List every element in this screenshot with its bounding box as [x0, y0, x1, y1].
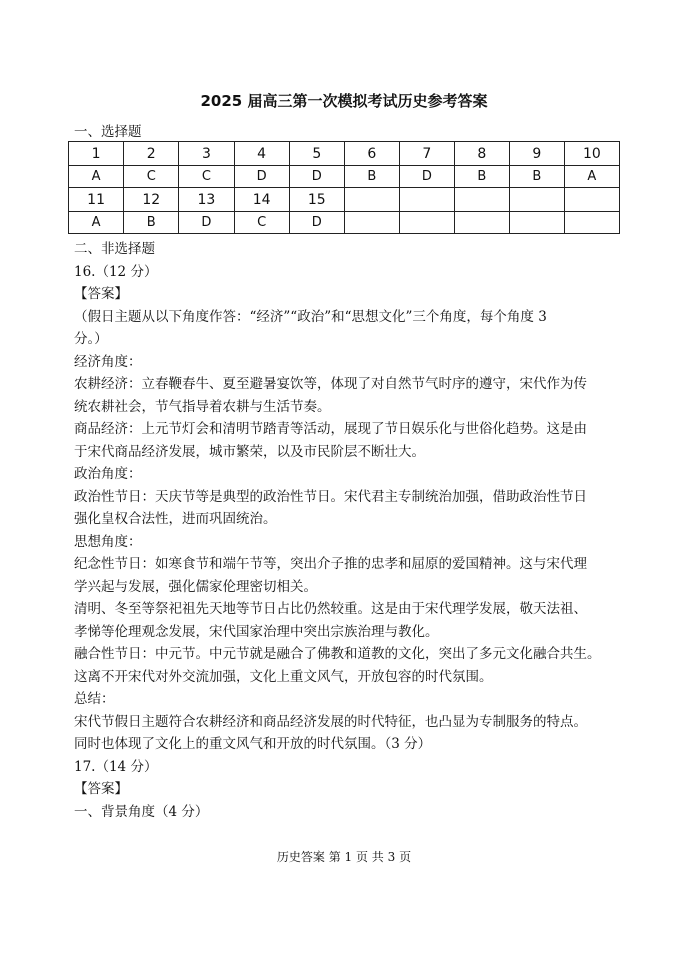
question-number: 3 [179, 142, 234, 166]
table-row [69, 166, 620, 188]
section-heading-nonchoice: 二、非选择题 [74, 241, 155, 257]
answer-cell: D [179, 212, 234, 234]
question-number: 2 [124, 142, 179, 166]
text-line: 融合性节日：中元节。中元节就是融合了佛教和道教的文化，突出了多元文化融合共生。 [74, 646, 601, 662]
subheading: 思想角度： [74, 533, 142, 550]
answer-cell: B [124, 212, 179, 234]
question-number: 11 [69, 188, 124, 212]
text-line: 政治性节日：天庆节等是典型的政治性节日。宋代君主专制统治加强，借助政治性节日 [74, 488, 587, 505]
answer-cell: D [289, 166, 344, 188]
question-number: 5 [289, 142, 344, 166]
answer-cell: C [124, 166, 179, 188]
question-number: 12 [124, 188, 179, 212]
question-number: 7 [399, 142, 454, 166]
question-number [564, 188, 619, 212]
subheading: 政治角度： [74, 466, 142, 482]
answer-cell: D [289, 212, 344, 234]
answer-cell: D [234, 166, 289, 188]
table-row [69, 188, 620, 212]
answer-cell: C [179, 166, 234, 188]
answer-cell: A [69, 212, 124, 234]
text-line: 宋代节假日主题符合农耕经济和商品经济发展的时代特征，也凸显为专制服务的特点。 [74, 713, 587, 730]
text-line: 清明、冬至等祭祀祖先天地等节日占比仍然较重。这是由于宋代理学发展，敬天法祖、 [74, 601, 587, 617]
answer-cell [344, 212, 399, 234]
page-title: 2025 届高三第一次模拟考试历史参考答案 [200, 92, 488, 110]
question-number: 1 [69, 142, 124, 166]
question-number: 14 [234, 188, 289, 212]
text-line: 农耕经济：立春鞭春牛、夏至避暑宴饮等，体现了对自然节气时序的遵守，宋代作为传 [74, 376, 587, 392]
question-header: 17.（14 分） [74, 758, 158, 775]
text-line: 分。） [74, 331, 108, 347]
answer-cell: B [454, 166, 509, 188]
answer-label: 【答案】 [74, 781, 128, 797]
text-line: 统农耕社会，节气指导着农耕与生活节奏。 [74, 398, 331, 415]
text-line: 学兴起与发展，强化儒家伦理密切相关。 [74, 578, 317, 595]
question-number [454, 188, 509, 212]
text-line: 这离不开宋代对外交流加强，文化上重文风气，开放包容的时代氛围。 [74, 668, 493, 685]
question-header: 16.（12 分） [74, 263, 158, 280]
text-line: 同时也体现了文化上的重文风气和开放的时代氛围。（3 分） [74, 736, 432, 752]
question-number: 10 [564, 142, 619, 166]
question-number: 8 [454, 142, 509, 166]
answer-cell: A [564, 166, 619, 188]
question-number: 4 [234, 142, 289, 166]
answer-cell: A [69, 166, 124, 188]
answer-cell: C [234, 212, 289, 234]
answer-label: 【答案】 [74, 286, 128, 302]
table-row [69, 212, 620, 234]
answer-cell: D [399, 166, 454, 188]
answer-cell [454, 212, 509, 234]
answer-cell [509, 212, 564, 234]
page-footer: 历史答案 第 1 页 共 3 页 [276, 850, 412, 864]
text-line: 一、背景角度（4 分） [74, 803, 209, 820]
section-heading-choice: 一、选择题 [74, 124, 142, 140]
text-line: 于宋代商品经济发展，城市繁荣，以及市民阶层不断壮大。 [74, 443, 425, 460]
answer-table [68, 141, 620, 234]
question-number: 9 [509, 142, 564, 166]
text-line: （假日主题从以下角度作答：“经济”“政治”和“思想文化”三个角度，每个角度 3 [74, 308, 547, 325]
question-number [509, 188, 564, 212]
text-line: 强化皇权合法性，进而巩固统治。 [74, 511, 277, 527]
answer-cell: B [344, 166, 399, 188]
subheading: 经济角度： [74, 353, 142, 370]
question-number: 15 [289, 188, 344, 212]
question-number [344, 188, 399, 212]
answer-body [74, 238, 634, 823]
text-line: 纪念性节日：如寒食节和端午节等，突出介子推的忠孝和屈原的爱国精神。这与宋代理 [74, 556, 587, 572]
answer-cell [399, 212, 454, 234]
table-row [69, 142, 620, 166]
answer-cell: B [509, 166, 564, 188]
question-number [399, 188, 454, 212]
subheading: 总结： [74, 691, 115, 707]
answer-cell [564, 212, 619, 234]
text-line: 孝悌等伦理观念发展，宋代国家治理中突出宗族治理与教化。 [74, 623, 439, 640]
question-number: 6 [344, 142, 399, 166]
question-number: 13 [179, 188, 234, 212]
text-line: 商品经济：上元节灯会和清明节踏青等活动，展现了节日娱乐化与世俗化趋势。这是由 [74, 421, 587, 437]
